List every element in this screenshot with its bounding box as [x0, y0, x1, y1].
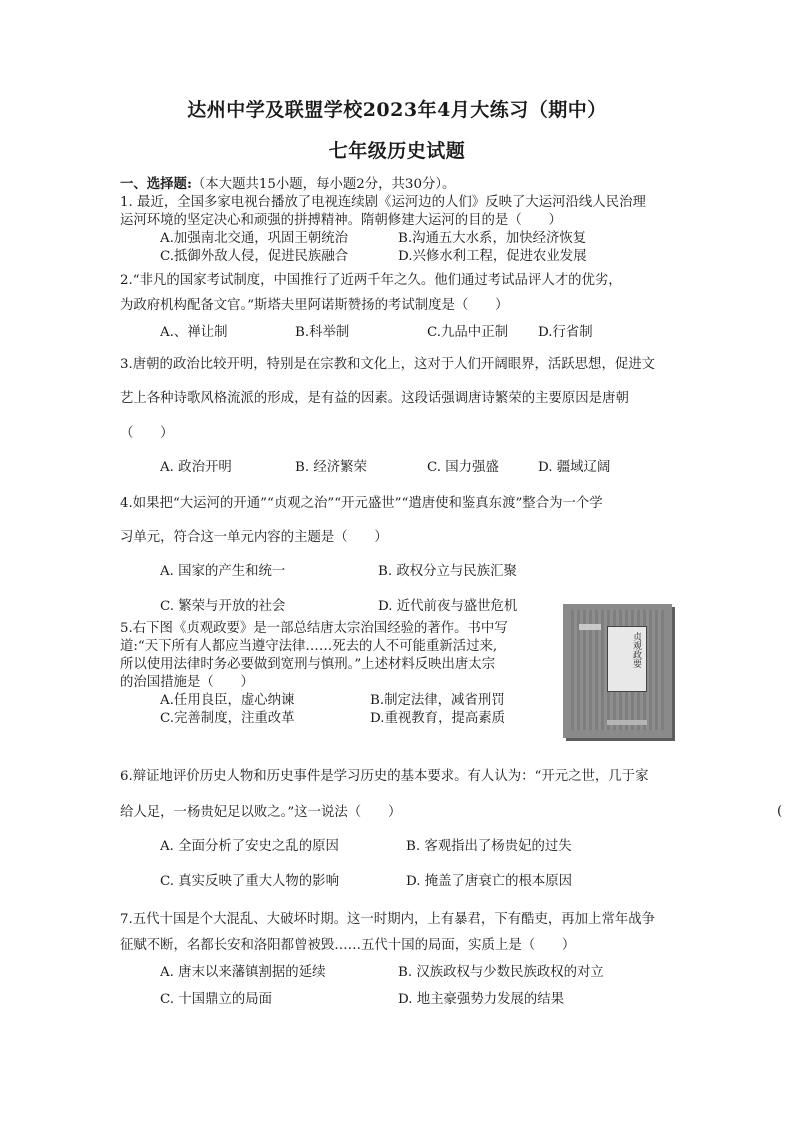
q5-stem-line2: 道:“天下所有人都应当遵守法律……死去的人不可能重新活过来,: [120, 639, 498, 654]
q6-option-c: C. 真实反映了重大人物的影响: [160, 874, 339, 889]
q5-option-b: B.制定法律，减省刑罚: [370, 693, 505, 708]
q3-option-c: C. 国力强盛: [427, 460, 499, 475]
q5-stem-line4: 的治国措施是（ ）: [120, 675, 254, 690]
section-heading: 一、选择题:: [120, 176, 192, 192]
q5-option-a: A.任用良臣，虚心纳谏: [160, 693, 295, 708]
q7-stem-line1: 7.五代十国是个大混乱、大破坏时期。这一时期内，上有暴君，下有酷吏，再加上常年战争: [120, 912, 656, 927]
q5-stem-line1: 5.右下图《贞观政要》是一部总结唐太宗治国经验的著作。书中写: [120, 621, 508, 636]
q3-stem-line3: （ ）: [120, 426, 174, 441]
q3-option-a: A. 政治开明: [160, 460, 232, 475]
book-title-text: 贞观政要: [631, 632, 641, 668]
q3-option-d: D. 疆域辽阔: [538, 460, 611, 475]
q6-stem-line2: 给人足，一杨贵妃足以败之。”这一说法（ ）: [120, 805, 402, 820]
q2-option-c: C.九品中正制: [427, 325, 508, 340]
q5-stem-line3: 所以使用法律时务必要做到宽刑与慎刑。”上述材料反映出唐太宗: [120, 657, 496, 672]
q3-stem-line2: 艺上各种诗歌风格流派的形成，是有益的因素。这段话强调唐诗繁荣的主要原因是唐朝: [120, 391, 629, 406]
book-cover: [571, 610, 664, 730]
q2-stem-line2: 为政府机构配备文官。”斯塔夫里阿诺斯赞扬的考试制度是（ ）: [120, 298, 509, 313]
book-spine-tag: [579, 624, 601, 630]
q3-option-b: B. 经济繁荣: [295, 460, 367, 475]
q2-option-a: A.、禅让制: [160, 325, 228, 340]
q1-option-a: A.加强南北交通，巩固王朝统治: [160, 231, 349, 246]
q1-stem-line1: 1. 最近，全国多家电视台播放了电视连续剧《运河边的人们》反映了大运河沿线人民治理: [120, 195, 646, 210]
q3-stem-line1: 3.唐朝的政治比较开明，特别是在宗教和文化上，这对于人们开阔眼界，活跃思想，促进文: [120, 357, 656, 372]
q4-option-d: D. 近代前夜与盛世危机: [378, 599, 518, 614]
exam-title: 达州中学及联盟学校2023年4月大练习（期中）: [187, 99, 607, 121]
q7-stem-line2: 征赋不断，名都长安和洛阳都曾被毁……五代十国的局面，实质上是（ ）: [120, 938, 576, 953]
q4-option-c: C. 繁荣与开放的社会: [160, 599, 286, 614]
q6-option-d: D. 掩盖了唐衰亡的根本原因: [406, 874, 573, 889]
q2-option-b: B.科举制: [295, 325, 350, 340]
q2-option-d: D.行省制: [538, 325, 593, 340]
q1-option-d: D.兴修水利工程，促进农业发展: [398, 249, 587, 264]
stray-parenthesis: (: [777, 804, 783, 819]
q1-option-b: B.沟通五大水系，加快经济恢复: [398, 231, 587, 246]
q1-stem-line2: 运河环境的坚定决心和顽强的拼搏精神。隋朝修建大运河的目的是（ ）: [120, 213, 562, 228]
q4-option-a: A. 国家的产生和统一: [160, 564, 286, 579]
zhenguan-zhengyao-book-image: [563, 604, 672, 738]
q1-option-c: C.抵御外敌人侵，促进民族融合: [160, 249, 349, 264]
section-note: （本大题共15小题，每小题2分，共30分）。: [191, 177, 456, 192]
q2-stem-line1: 2.“非凡的国家考试制度，中国推行了近两千年之久。他们通过考试品评人才的优劣，: [120, 273, 622, 288]
q4-option-b: B. 政权分立与民族汇聚: [378, 564, 517, 579]
q6-stem-line1: 6.辩证地评价历史人物和历史事件是学习历史的基本要求。有人认为：“开元之世，几于家: [120, 769, 649, 784]
q7-option-c: C. 十国鼎立的局面: [160, 992, 273, 1007]
q4-stem-line2: 习单元，符合这一单元内容的主题是（ ）: [120, 530, 388, 545]
q7-option-a: A. 唐末以来藩镇割据的延续: [160, 965, 326, 980]
exam-subtitle: 七年级历史试题: [328, 140, 466, 162]
section-heading-line: [120, 176, 455, 193]
q6-option-b: B. 客观指出了杨贵妃的过失: [406, 839, 572, 854]
book-publisher-mark: [607, 720, 647, 725]
q5-option-d: D.重视教育，提高素质: [370, 711, 506, 726]
q7-option-b: B. 汉族政权与少数民族政权的对立: [398, 965, 604, 980]
q4-stem-line1: 4.如果把“大运河的开通”“贞观之治”“开元盛世”“遣唐使和鉴真东渡”整合为一个学: [120, 496, 603, 511]
q7-option-d: D. 地主豪强势力发展的结果: [398, 992, 565, 1007]
q6-option-a: A. 全面分析了安史之乱的原因: [160, 839, 339, 854]
q5-option-c: C.完善制度，注重改革: [160, 711, 295, 726]
